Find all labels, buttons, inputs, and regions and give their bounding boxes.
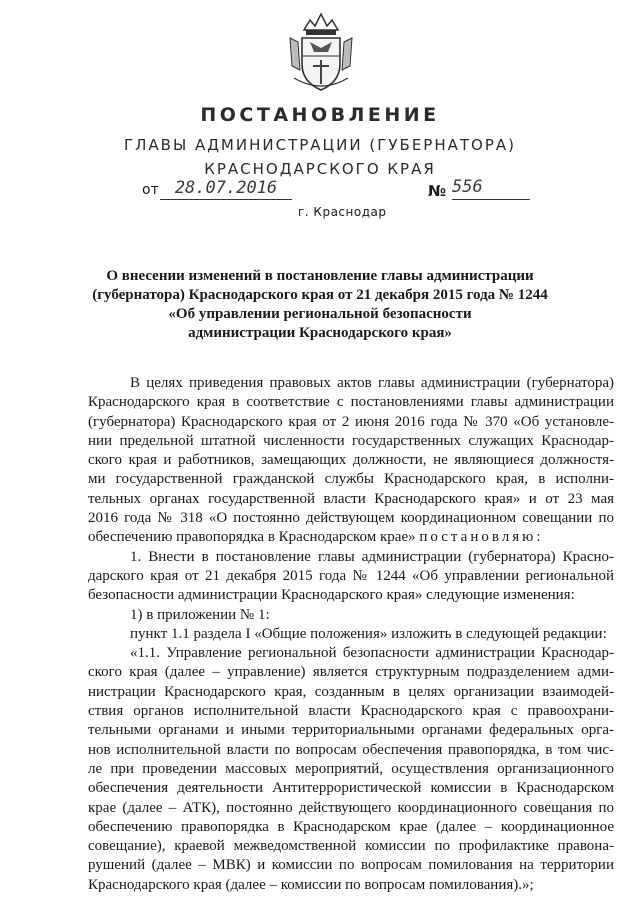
decree-word: постановляю: <box>419 529 544 546</box>
title-line: О внесении изменений в постановление главы администрации <box>106 268 534 284</box>
date-underline <box>160 199 292 200</box>
date-label: от <box>142 182 159 198</box>
number-underline <box>452 199 530 200</box>
number-label: № <box>428 182 447 200</box>
city: г. Краснодар <box>298 205 387 219</box>
body-line: ле при проведении массовых мероприятий, осуществления организационного <box>88 760 614 777</box>
body-line: ского края (далее – управление) является структурным подразделением адми- <box>88 664 614 681</box>
body-line: ми государственной гражданской службы Краснодарского края, в исполни- <box>88 471 614 488</box>
document-body <box>88 374 614 895</box>
body-line: безопасности администрации Краснодарского края» следующие изменения: <box>88 587 575 604</box>
body-line <box>88 528 614 547</box>
body-line: Краснодарского края (далее – комиссии по вопросам помилования).»; <box>88 876 534 893</box>
body-line: ского края и работников, замещающих должности, не являющиеся должностя- <box>88 452 614 469</box>
body-line: рушений (далее – МВК) и комиссии по вопросам помилования на территории <box>88 857 614 874</box>
body-line: нистрации Краснодарского края, созданным в целях организации взаимодей- <box>88 683 614 700</box>
title-line: администрации Краснодарского края» <box>188 325 452 341</box>
body-line: обеспечению правопорядка в Краснодарском крае (далее – координационное <box>88 818 614 835</box>
title-line: (губернатора) Краснодарского края от 21 декабря 2015 года № 1244 <box>92 287 548 303</box>
body-line: нов исполнительной власти по вопросам обеспечения правопорядка, в том чис- <box>88 741 614 758</box>
body-line: Краснодарского края в соответствие с постановлениями главы администрации <box>88 394 614 411</box>
body-line: обеспечения деятельности Антитеррористической комиссии в Краснодарском <box>88 780 614 797</box>
body-line: дарского края от 21 декабря 2015 года № 1244 «Об управлении региональной <box>88 567 614 584</box>
body-text: обеспечению правопорядка в Краснодарском крае» <box>88 529 416 546</box>
body-line: тельными органами и иными территориальными органами федеральных орга- <box>88 722 614 739</box>
issuer-line-1: ГЛАВЫ АДМИНИСТРАЦИИ (ГУБЕРНАТОРА) <box>123 136 517 154</box>
document-type: ПОСТАНОВЛЕНИЕ <box>200 104 440 126</box>
body-line: В целях приведения правовых актов главы администрации (губернатора) <box>130 375 614 391</box>
body-line: 1) в приложении № 1: <box>130 606 270 623</box>
document-number: 556 <box>452 177 483 197</box>
document-date: 28.07.2016 <box>174 178 278 198</box>
body-line: «1.1. Управление региональной безопасности администрации Краснодар- <box>130 645 614 662</box>
body-line: совещание), краевой межведомственной комиссии по профилактике правона- <box>88 838 614 855</box>
body-line: 2016 года № 318 «О постоянно действующем координационном совещании по <box>88 510 614 527</box>
document-title <box>60 267 580 343</box>
body-line: тельных органах государственной власти Краснодарского края» и от 23 мая <box>88 490 614 507</box>
body-line: пункт 1.1 раздела I «Общие положения» изложить в следующей редакции: <box>130 625 607 642</box>
body-line: (губернатора) Краснодарского края от 2 июня 2016 года № 370 «Об установле- <box>88 413 614 430</box>
body-line: крае (далее – АТК), постоянно действующего координационного совещания по <box>88 799 614 816</box>
title-line: «Об управлении региональной безопасности <box>168 306 472 322</box>
body-line: ствия органов исполнительной власти Краснодарского края с правоохрани- <box>88 703 614 720</box>
issuer-line-2: КРАСНОДАРСКОГО КРАЯ <box>204 160 436 178</box>
body-line: нии предельной штатной численности государственных служащих Краснодар- <box>88 432 614 449</box>
body-line: 1. Внести в постановление главы администрации (губернатора) Красно- <box>130 548 614 565</box>
coat-of-arms-icon <box>282 8 360 94</box>
